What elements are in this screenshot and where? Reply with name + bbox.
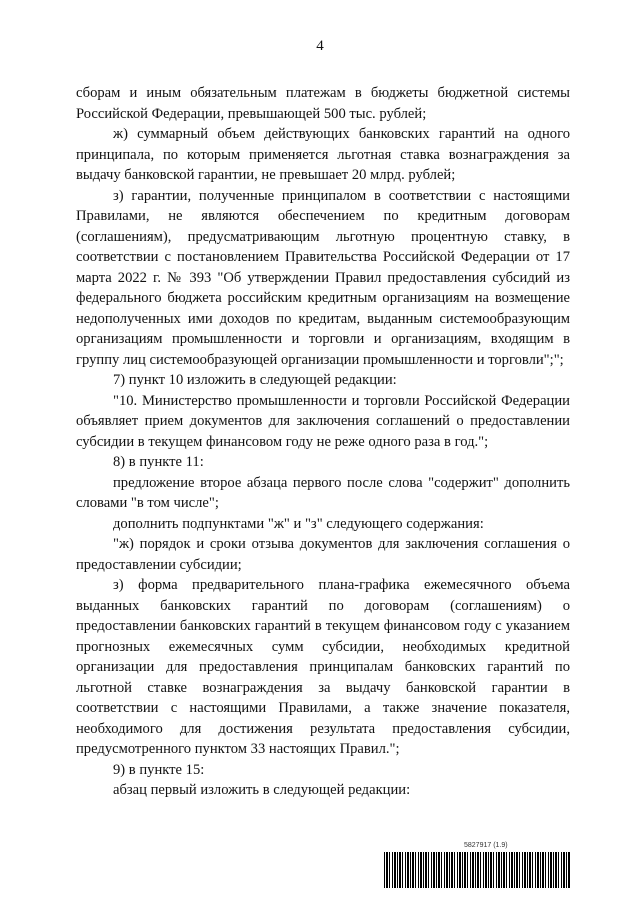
paragraph: сборам и иным обязательным платежам в бюджеты бюджетной системы Российской Федерации, превышающей 500 тыс. рублей; bbox=[76, 85, 570, 122]
paragraph: предложение второе абзаца первого после слова "содержит" дополнить словами "в том числе"; bbox=[76, 474, 570, 511]
paragraph: дополнить подпунктами "ж" и "з" следующего содержания: bbox=[113, 515, 484, 532]
barcode-image bbox=[384, 852, 570, 888]
paragraph: 7) пункт 10 изложить в следующей редакции: bbox=[113, 372, 397, 388]
paragraph: "ж) порядок и сроки отзыва документов для заключения соглашения о предоставлении субсидии; bbox=[76, 536, 570, 573]
document-body bbox=[76, 83, 570, 801]
barcode-block bbox=[384, 842, 570, 892]
paragraph: "10. Министерство промышленности и торговли Российской Федерации объявляет прием документов для заключения соглашений о предоставлении субсидии в текущем финансовом году не реже одного раза в год."; bbox=[76, 392, 570, 450]
paragraph: з) гарантии, полученные принципалом в соответствии с настоящими Правилами, не являются обеспечением по кредитным договорам (соглашениям), предусматривающим льготную процентную ставку, в соответствии с постановлением Правительства Российской Федерации от 17 марта 2022 г. № 393 "Об утверждении Правил предоставления субсидий из федерального бюджета российским кредитным организациям на возмещение недополученных ими доходов по кредитам, выданным системообразующим организациям промышленности и торговли и организациям, входящим в группу лиц системообразующей организации промышленности и торговли";"; bbox=[76, 187, 570, 368]
paragraph: 8) в пункте 11: bbox=[113, 454, 204, 470]
barcode-number: 5827917 (1.9) bbox=[464, 842, 508, 849]
paragraph: абзац первый изложить в следующей редакции: bbox=[113, 782, 411, 798]
paragraph: 9) в пункте 15: bbox=[113, 761, 205, 778]
paragraph: з) форма предварительного плана-графика ежемесячного объема выданных банковских гарантий по договорам (соглашениям) о предоставлении банковских гарантий в текущем финансовом году с указанием прогнозных ежемесячных сумм субсидии, необходимых кредитной организации для предоставления принципалам банковских гарантий по льготной ставке вознаграждения за выдачу банковской гарантии в соответствии с настоящими Правилами, а также значение показателя, необходимого для достижения результата предоставления субсидии, предусмотренного пунктом 33 настоящих Правил."; bbox=[76, 577, 570, 757]
page-number: 4 bbox=[316, 38, 324, 54]
paragraph: ж) суммарный объем действующих банковских гарантий на одного принципала, по которым применяется льготная ставка вознаграждения за выдачу банковской гарантии, не превышает 20 млрд. рублей; bbox=[76, 126, 570, 183]
